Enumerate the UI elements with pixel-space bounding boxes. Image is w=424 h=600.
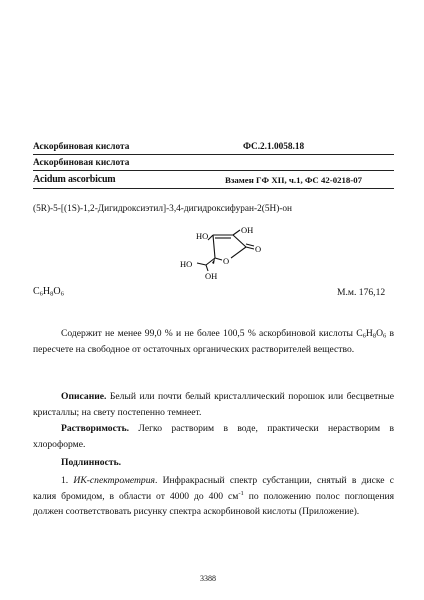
iupac-name: (5R)-5-[(1S)-1,2-Дигидроксиэтил]-3,4-дигидроксифуран-2(5H)-он xyxy=(33,204,293,214)
description-label: Описание. xyxy=(61,391,107,402)
header-rule-2 xyxy=(33,170,394,171)
structural-formula xyxy=(168,223,280,285)
bond-c5-o xyxy=(215,258,222,260)
molecular-formula: $C_6H_8O_6$ xyxy=(33,286,64,298)
atom-ho-bottom: HO xyxy=(180,259,193,269)
header-rule-1 xyxy=(33,154,394,155)
solubility-label: Растворимость. xyxy=(61,423,130,434)
content-paragraph: Содержит не менее 99,0 % и не более 100,5 % аскорбиновой кислоты $C_6H_8O_6$ в пересчете на свободное от остаточных органических растворителей вещество. xyxy=(33,328,394,355)
bond-c6-c7 xyxy=(197,263,206,265)
monograph-code: ФС.2.1.0058.18 xyxy=(243,142,305,152)
replaces-note: Взамен ГФ XII, ч.1, ФС 42-0218-07 xyxy=(225,175,363,185)
solubility-paragraph: Растворимость. Легко растворим в воде, практически нерастворим в хлороформе. xyxy=(33,423,394,450)
bond-c2-o-keto-double xyxy=(246,244,254,246)
molecular-mass: М.м. 176,12 xyxy=(337,287,386,298)
bond-c2-o-keto xyxy=(246,247,254,249)
bond-c4-c5 xyxy=(213,235,215,258)
atom-ho-left: HO xyxy=(196,231,209,241)
atom-oh-right: OH xyxy=(241,225,254,235)
page-number: 3388 xyxy=(200,574,216,583)
atom-o-ring: O xyxy=(223,256,230,266)
title-latin: Acidum ascorbicum xyxy=(33,174,116,185)
bond-c4-oh xyxy=(208,235,213,240)
identity-heading: Подлинность. xyxy=(61,457,122,468)
header-rule-3 xyxy=(33,188,394,189)
bond-c2-o xyxy=(231,247,246,258)
inline-formula: $C_6H_8O_6$ xyxy=(356,328,387,340)
title-ru-secondary: Аскорбиновая кислота xyxy=(33,158,130,168)
atom-o-keto: O xyxy=(255,244,262,254)
bond-c3-oh xyxy=(233,230,240,235)
ir-title: ИК-спектрометрия xyxy=(73,475,155,486)
title-ru: Аскорбиновая кислота xyxy=(33,142,130,152)
description-paragraph: Описание. Белый или почти белый кристаллический порошок или бесцветные кристаллы; на свету постепенно темнеет. xyxy=(33,391,394,418)
bond-c2-c3 xyxy=(233,235,246,247)
ir-paragraph: 1. ИК-спектрометрия. Инфракрасный спектр субстанции, снятый в диске с калия бромидом, в области от 4000 до 400 $см^{-1}$ по положению полос поглощения должен соответствовать рисунку спектра аскорбиновой кислоты (Приложение). xyxy=(33,475,395,517)
atom-oh-bottom: OH xyxy=(205,271,218,281)
